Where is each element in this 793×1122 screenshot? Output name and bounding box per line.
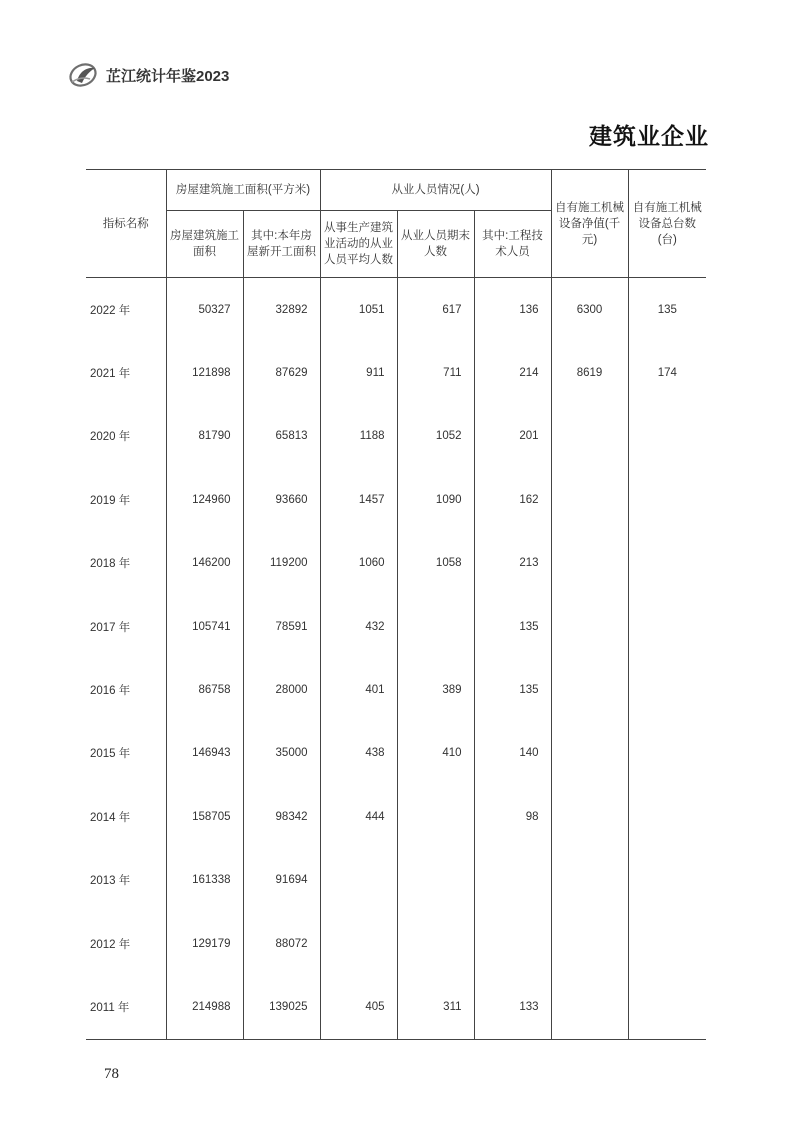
- header-machine-count: 自有施工机械设备总台数(台): [628, 170, 706, 278]
- year-cell: 2021 年: [90, 368, 131, 381]
- staff-avg-cell: 401: [320, 658, 397, 721]
- book-title: 芷江统计年鉴2023: [106, 68, 230, 85]
- staff-end-cell: 410: [397, 722, 474, 785]
- area-new-cell: 78591: [243, 595, 320, 658]
- machine-count-cell: [628, 595, 706, 658]
- staff-avg-cell: 444: [320, 785, 397, 848]
- section-title: 建筑业企业: [589, 123, 709, 150]
- area-total-cell: 121898: [166, 341, 243, 404]
- staff-avg-cell: 1051: [320, 278, 397, 342]
- machine-value-cell: [551, 785, 628, 848]
- machine-count-cell: [628, 468, 706, 531]
- machine-count-cell: [628, 975, 706, 1039]
- area-new-cell: 98342: [243, 785, 320, 848]
- staff-tech-cell: 98: [474, 785, 551, 848]
- machine-count-cell: [628, 532, 706, 595]
- table-row: [86, 849, 706, 912]
- staff-end-cell: [397, 849, 474, 912]
- header-staff-tech: 其中:工程技术人员: [474, 211, 551, 278]
- staff-avg-cell: 1188: [320, 405, 397, 468]
- year-cell: 2011 年: [86, 975, 166, 1039]
- machine-count-cell: [628, 722, 706, 785]
- group-header-staff: 从业人员情况(人): [320, 170, 551, 211]
- area-total-cell: 50327: [166, 278, 243, 342]
- machine-value-cell: [551, 975, 628, 1039]
- table-row: [86, 278, 706, 342]
- area-total-cell: 158705: [166, 785, 243, 848]
- machine-count-cell: [628, 912, 706, 975]
- area-total-cell: 86758: [166, 658, 243, 721]
- table-row: [86, 468, 706, 531]
- staff-avg-cell: [320, 849, 397, 912]
- construction-statistics-table: [86, 169, 706, 1040]
- machine-value-cell: [551, 405, 628, 468]
- area-total-cell: 146200: [166, 532, 243, 595]
- staff-tech-cell: 135: [474, 658, 551, 721]
- staff-tech-cell: 140: [474, 722, 551, 785]
- table-row: [86, 658, 706, 721]
- staff-end-cell: 1090: [397, 468, 474, 531]
- staff-tech-cell: 136: [474, 278, 551, 342]
- area-new-cell: 139025: [243, 975, 320, 1039]
- staff-tech-cell: 214: [474, 341, 551, 404]
- staff-avg-cell: 405: [320, 975, 397, 1039]
- staff-avg-cell: 911: [320, 341, 397, 404]
- area-new-cell: 91694: [243, 849, 320, 912]
- year-cell: 2013 年: [90, 875, 131, 888]
- header-staff-avg: 从事生产建筑业活动的从业人员平均人数: [320, 211, 397, 278]
- machine-value-cell: 8619: [551, 341, 628, 404]
- area-new-cell: 119200: [243, 532, 320, 595]
- staff-end-cell: [397, 912, 474, 975]
- machine-count-cell: 174: [628, 341, 706, 404]
- table-row: [86, 912, 706, 975]
- staff-avg-cell: [320, 912, 397, 975]
- staff-tech-cell: 201: [474, 405, 551, 468]
- table-row: [86, 785, 706, 848]
- area-new-cell: 32892: [243, 278, 320, 342]
- area-total-cell: 81790: [166, 405, 243, 468]
- machine-value-cell: [551, 595, 628, 658]
- staff-tech-cell: 135: [474, 595, 551, 658]
- staff-avg-cell: 438: [320, 722, 397, 785]
- group-header-area: 房屋建筑施工面积(平方米): [166, 170, 320, 211]
- staff-end-cell: 1052: [397, 405, 474, 468]
- header-area-total: 房屋建筑施工面积: [166, 211, 243, 278]
- year-cell: 2019 年: [90, 494, 131, 507]
- staff-tech-cell: 213: [474, 532, 551, 595]
- table-row: [86, 532, 706, 595]
- machine-value-cell: [551, 532, 628, 595]
- staff-end-cell: 617: [397, 278, 474, 342]
- staff-end-cell: 389: [397, 658, 474, 721]
- header-area-new: 其中:本年房屋新开工面积: [243, 211, 320, 278]
- staff-tech-cell: [474, 912, 551, 975]
- year-cell: 2022 年: [90, 304, 131, 317]
- area-total-cell: 214988: [166, 975, 243, 1039]
- statistics-table-container: [86, 169, 706, 1040]
- year-cell: 2015 年: [90, 748, 131, 761]
- year-cell: 2020 年: [90, 431, 131, 444]
- area-new-cell: 65813: [243, 405, 320, 468]
- staff-end-cell: [397, 785, 474, 848]
- staff-end-cell: 711: [397, 341, 474, 404]
- machine-value-cell: [551, 468, 628, 531]
- table-row: [86, 595, 706, 658]
- staff-tech-cell: 133: [474, 975, 551, 1039]
- staff-tech-cell: 162: [474, 468, 551, 531]
- area-new-cell: 93660: [243, 468, 320, 531]
- staff-end-cell: 311: [397, 975, 474, 1039]
- year-cell: 2014 年: [90, 811, 131, 824]
- header-machine-value: 自有施工机械设备净值(千元): [551, 170, 628, 278]
- table-row: [86, 722, 706, 785]
- table-row: [86, 405, 706, 468]
- area-new-cell: 87629: [243, 341, 320, 404]
- table-body: [86, 278, 706, 1040]
- area-total-cell: 129179: [166, 912, 243, 975]
- staff-end-cell: [397, 595, 474, 658]
- page-number: 78: [104, 1066, 119, 1082]
- staff-avg-cell: 1457: [320, 468, 397, 531]
- machine-value-cell: [551, 912, 628, 975]
- staff-tech-cell: [474, 849, 551, 912]
- area-total-cell: 105741: [166, 595, 243, 658]
- staff-avg-cell: 432: [320, 595, 397, 658]
- header-staff-end: 从业人员期末人数: [397, 211, 474, 278]
- table-row: [86, 975, 706, 1039]
- year-cell: 2016 年: [90, 685, 131, 698]
- area-new-cell: 28000: [243, 658, 320, 721]
- machine-value-cell: [551, 722, 628, 785]
- staff-avg-cell: 1060: [320, 532, 397, 595]
- area-new-cell: 88072: [243, 912, 320, 975]
- machine-value-cell: 6300: [551, 278, 628, 342]
- table-row: [86, 341, 706, 404]
- machine-count-cell: [628, 405, 706, 468]
- area-total-cell: 124960: [166, 468, 243, 531]
- machine-count-cell: [628, 785, 706, 848]
- machine-value-cell: [551, 658, 628, 721]
- machine-value-cell: [551, 849, 628, 912]
- area-total-cell: 161338: [166, 849, 243, 912]
- year-cell: 2017 年: [90, 621, 131, 634]
- row-header-cell: 指标名称: [86, 170, 166, 278]
- machine-count-cell: [628, 658, 706, 721]
- year-cell: 2018 年: [90, 558, 131, 571]
- area-total-cell: 146943: [166, 722, 243, 785]
- machine-count-cell: [628, 849, 706, 912]
- area-new-cell: 35000: [243, 722, 320, 785]
- year-cell: 2012 年: [90, 938, 131, 951]
- yearbook-logo-icon: [68, 62, 100, 88]
- staff-end-cell: 1058: [397, 532, 474, 595]
- machine-count-cell: 135: [628, 278, 706, 342]
